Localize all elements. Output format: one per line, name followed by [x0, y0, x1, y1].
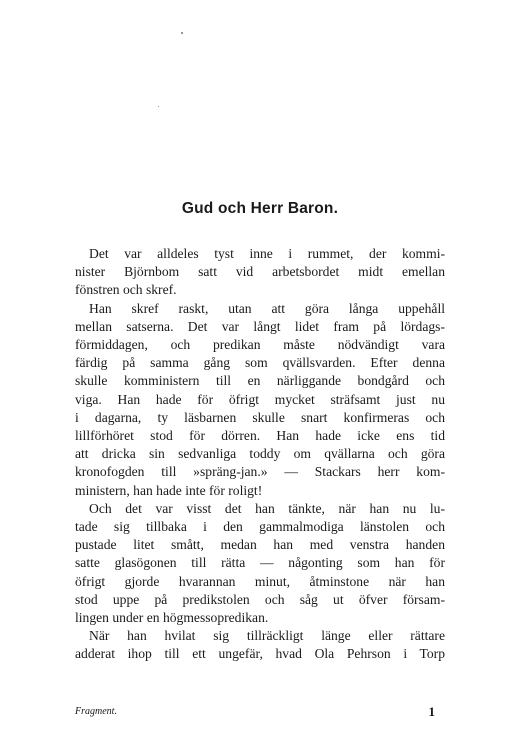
text-line: ministern, han hade inte för roligt! [75, 482, 263, 498]
text-line: Det var alldeles tyst inne i rummet, der kommi- [89, 246, 445, 261]
text-line: När han hvilat sig tillräckligt länge eller rättare [89, 628, 445, 644]
paper-speck [181, 32, 183, 34]
text-line: förmiddagen, och predikan måste nödvändigt vara [75, 337, 445, 353]
paper-speck [158, 106, 159, 107]
text-line: lillförhöret stod för dörren. Han hade icke ens tid [75, 428, 445, 444]
text-line: i dagarna, ty läsbarnen skulle snart konfirmeras och [75, 409, 445, 425]
text-line: skulle komministern till en närliggande bondgård och [75, 373, 445, 389]
text-line: satte glasögonen till rätta — någonting som han för [75, 555, 445, 571]
text-line: viga. Han hade för öfrigt mycket sträfsamt just nu [75, 391, 445, 407]
text-line: adderat ihop till ett ungefär, hvad Ola Pehrson i Torp [75, 646, 445, 662]
body-text [75, 245, 445, 664]
text-line: att dricka sin sedvanliga toddy om qvällarna och göra [75, 446, 445, 462]
text-line: tade sig tillbaka i den gammalmodiga länstolen och [75, 519, 445, 535]
text-line: färdig på samma gång som qvällsvarden. Efter denna [75, 355, 445, 371]
chapter-title: Gud och Herr Baron. [181, 200, 339, 217]
text-line: Och det var visst det han tänkte, när han nu lu- [89, 500, 445, 516]
page-number: 1 [428, 704, 435, 719]
text-line: fönstren och skref. [75, 282, 177, 298]
text-line: mellan satserna. Det var långt lidet fram på lördags- [75, 318, 445, 334]
text-line: pustade litet smått, medan han med venstra handen [75, 537, 445, 553]
text-line: kronofogden till »spräng-jan.» — Stackars herr kom- [75, 464, 445, 480]
text-line: Han skref raskt, utan att göra långa uppehåll [89, 300, 445, 316]
text-line: lingen under en högmessopredikan. [75, 610, 269, 626]
text-line: nister Björnbom satt vid arbetsbordet midt emellan [75, 264, 445, 280]
signature-mark: Fragment. [75, 706, 117, 717]
text-line: stod uppe på predikstolen och såg ut öfver försam- [75, 591, 445, 607]
text-line: öfrigt gjorde hvarannan minut, åtminstone när han [75, 573, 445, 589]
